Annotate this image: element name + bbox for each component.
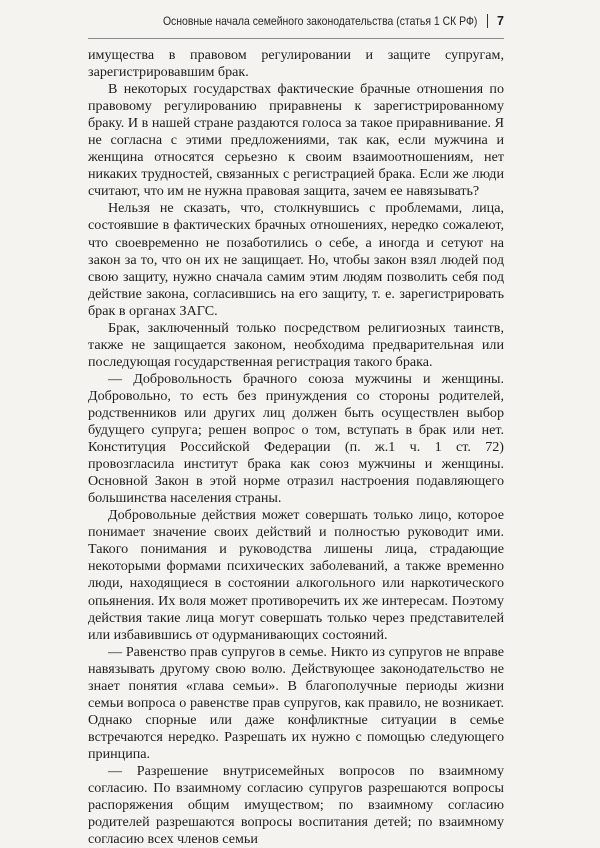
paragraph: — Разрешение внутрисемейных вопросов по взаимному согласию. По взаимному согласию супругов разрешаются вопросы распоряжения общим имуществом; по взаимному согласию родителей разрешаются вопросы воспитания детей; по взаимному согласию всех членов семьи bbox=[88, 762, 504, 848]
page-header bbox=[88, 14, 504, 28]
running-title: Основные начала семейного законодательства (статья 1 СК РФ) bbox=[162, 14, 478, 28]
header-separator bbox=[487, 14, 488, 28]
paragraph: имущества в правовом регулировании и защите супругам, зарегистрировавшим брак. bbox=[88, 47, 504, 81]
paragraph: Брак, заключенный только посредством религиозных таинств, также не защищается законом, необходима предварительная или последующая государственная регистрация такого брака. bbox=[88, 319, 504, 370]
paragraph: В некоторых государствах фактические брачные отношения по правовому регулированию приравнены к зарегистрированному браку. И в нашей стране раздаются голоса за такое приравнивание. Я не согласна с этими предложениями, так как, если мужчина и женщина относятся серьезно к своим взаимоотношениям, нет никаких трудностей, связанных с регистрацией брака. Если же люди считают, что им не нужна правовая защита, зачем ее навязывать? bbox=[88, 81, 504, 200]
body-text bbox=[88, 47, 504, 848]
header-rule bbox=[88, 38, 504, 39]
page-number: 7 bbox=[497, 14, 504, 28]
paragraph: Нельзя не сказать, что, столкнувшись с проблемами, лица, состоявшие в фактических брачных отношениях, нередко сожалеют, что своевременно не позаботились о себе, а иногда и сетуют на закон за то, что он их не защищает. Но, чтобы закон взял людей под свою защиту, нужно сначала самим этим людям позволить себя под действие закона, согласившись на его защиту, т. е. зарегистрировать брак в органах ЗАГС. bbox=[88, 200, 504, 319]
paragraph: — Равенство прав супругов в семье. Никто из супругов не вправе навязывать другому свою волю. Действующее законодательство не знает понятия «глава семьи». В благополучные периоды жизни семьи вопроса о равенстве прав супругов, как правило, не возникает. Однако спорные или даже конфликтные ситуации в семье встречаются нередко. Разрешать их нужно с помощью следующего принципа. bbox=[88, 643, 504, 762]
paragraph: — Добровольность брачного союза мужчины и женщины. Добровольно, то есть без принуждения со стороны родителей, родственников или других лиц должен быть осуществлен выбор будущего супруга; решен вопрос о том, вступать в брак или нет. Конституция Российской Федерации (п. ж.1 ч. 1 ст. 72) провозгласила институт брака как союз мужчины и женщины. Основной Закон в этой норме отразил настроения подавляющего большинства населения страны. bbox=[88, 370, 504, 507]
paragraph: Добровольные действия может совершать только лицо, которое понимает значение своих действий и полностью руководит ими. Такого понимания и руководства лишены лица, страдающие некоторыми формами психических заболеваний, а также временно люди, находящиеся в состоянии алкогольного или наркотического опьянения. Их воля может противоречить их же интересам. Поэтому действия такие лица могут совершать только через представителей или избавившись от одурманивающих состояний. bbox=[88, 507, 504, 643]
